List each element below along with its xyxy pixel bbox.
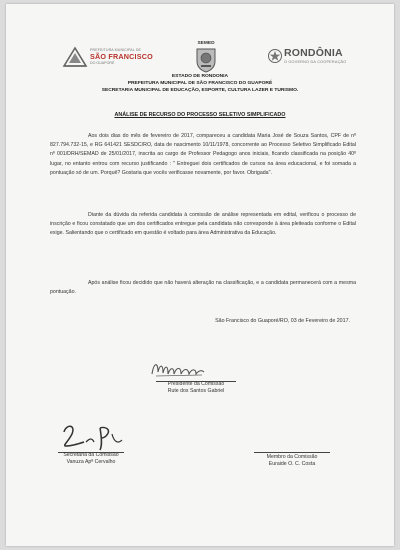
document-title: ANÁLISE DE RECURSO DO PROCESSO SELETIVO SIMPLIFICADO xyxy=(114,112,286,118)
member-signature-block xyxy=(252,454,332,468)
rondonia-name: RONDÔNIA xyxy=(284,47,343,59)
rondonia-logo xyxy=(268,47,378,77)
sao-francisco-top-text: PREFEITURA MUNICIPAL DE xyxy=(90,48,142,52)
secretary-signature-block xyxy=(54,452,128,466)
member-signature-line xyxy=(254,452,330,453)
semed-caption: SEMED xyxy=(197,41,215,46)
member-role: Membro da Comissão xyxy=(266,454,318,460)
rondonia-sub-text: O GOVERNO DA COOPERAÇÃO xyxy=(284,60,347,64)
date-line: São Francisco do Guaporé/RO, 03 de Fevereiro de 2017. xyxy=(215,318,350,324)
paragraph-3: Após análise ficou decidido que não haverá alteração na classificação, e a candidata permanecerá com a mesma pontuação. xyxy=(50,280,356,296)
member-name: Euraide O. C. Costa xyxy=(268,461,316,468)
president-role: Presidente da Comissão xyxy=(167,381,225,387)
rondonia-star-icon xyxy=(268,49,282,63)
sao-francisco-name: SÃO FRANCISCO xyxy=(90,52,153,61)
secretary-name: Vanuza Apª Cervalho xyxy=(66,459,116,466)
header-state: ESTADO DE RONDONIA xyxy=(171,74,229,79)
semed-crest-icon xyxy=(195,47,217,73)
paragraph-1: Aos dois dias do mês de fevereiro de 2017, compareceu a candidata Maria José de Souza Santos, CPF de nº 827.794.732-15, e RG 641421 SESDC/RO, data de nascimento 10/11/1978, concorrente ao Processo Seletivo Simplificado Edital nº 001/DRH/SEMAD de 25/01/2017, inscrita ao cargo de Professor Pedagogo anos iniciais, ficando classificada na posição 40º lugar, no entanto entrou com recurso justificando : " Entreguei dois certificados de cursos na área educacional, e foi somada a pontuação só de um. Porquê? Gostaria que vocês verificasse novamente, por favor. Obrigada". xyxy=(50,133,356,176)
header-secretariat: SECRETARIA MUNICIPAL DE EDUCAÇÃO, ESPORTE, CULTURA LAZER E TURISMO. xyxy=(101,88,299,93)
secretary-role: Secretária da Comissão xyxy=(63,452,119,458)
president-signature-block xyxy=(156,381,236,395)
semed-logo xyxy=(189,41,223,77)
sao-francisco-logo xyxy=(62,44,162,72)
sao-francisco-sub-text: DO GUAPORÉ xyxy=(90,61,115,65)
president-name: Rute dos Santos Gabriel xyxy=(167,388,225,395)
document-page xyxy=(6,4,394,546)
paragraph-2: Diante da dúvida da referida candidata à comissão de análise representada em edital, verificou o processo de inscrição e ficou constatado que um dos certificados entregue pela candidata não corresponde à área pleiteada conforme o Edital exige. Salientando que o certificado em questão é voltado para área Administrativa da Educação. xyxy=(50,212,356,237)
header-prefecture: PREFEITURA MUNICIPAL DE SÃO FRANCISCO DO GUAPORÉ xyxy=(127,81,273,86)
sao-francisco-emblem-icon xyxy=(62,46,88,68)
secretary-signature-scribble xyxy=(56,420,128,454)
president-signature-scribble xyxy=(148,356,208,382)
